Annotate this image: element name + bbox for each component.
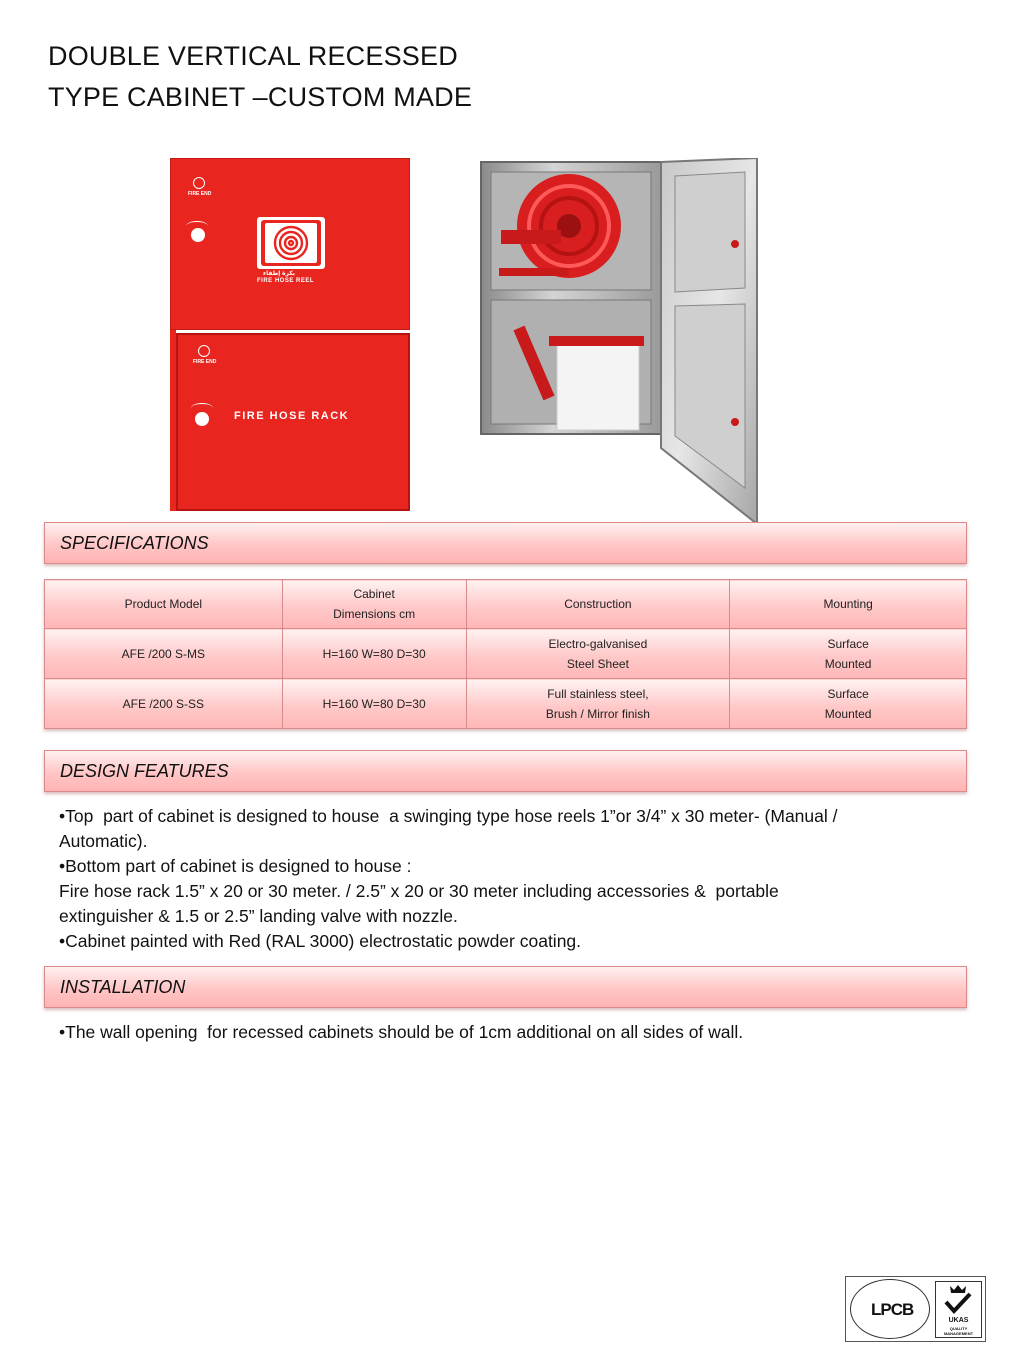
ukas-crown-check-icon [936, 1282, 981, 1316]
ukas-logo-text: UKAS [948, 1317, 969, 1324]
rack-label: FIRE HOSE RACK [234, 410, 350, 422]
door-knob-icon [191, 228, 205, 242]
ukas-logo [935, 1281, 982, 1338]
red-cabinet-top-door [170, 158, 410, 330]
hose-reel-sign-icon [257, 217, 325, 269]
hose-reel-spiral-icon [257, 217, 325, 269]
table-row [45, 629, 967, 679]
table-cell: H=160 W=80 D=30 [282, 679, 466, 729]
table-header-cell: Mounting [730, 580, 967, 629]
page-title [48, 36, 472, 118]
installation-text [59, 1020, 959, 1045]
table-cell: AFE /200 S-SS [45, 679, 283, 729]
door-knob-icon-bottom [195, 412, 209, 426]
table-header-cell: Cabinet Dimensions cm [282, 580, 466, 629]
table-row [45, 679, 967, 729]
feature-line: •Bottom part of cabinet is designed to house : [59, 856, 412, 876]
spec-table [44, 579, 967, 729]
steel-cabinet-illustration [479, 158, 762, 524]
fire-end-label: FIRE END [188, 191, 212, 197]
lpcb-logo-text: LPCB [871, 1300, 914, 1319]
specifications-title: SPECIFICATIONS [60, 533, 209, 553]
fire-icon-bottom [198, 345, 210, 357]
design-features-text [59, 804, 959, 954]
feature-line: •Cabinet painted with Red (RAL 3000) electrostatic powder coating. [59, 931, 582, 951]
feature-line: •Top part of cabinet is designed to house a swinging type hose reels 1”or 3/4” x 30 meter- (Manual / [59, 806, 838, 826]
table-cell: Full stainless steel, Brush / Mirror finish [466, 679, 730, 729]
reel-label: FIRE HOSE REEL [257, 278, 315, 284]
fire-end-label-bottom: FIRE END [193, 359, 217, 365]
feature-line: Fire hose rack 1.5” x 20 or 30 meter. / 2.5” x 20 or 30 meter including accessories & portable [59, 881, 779, 901]
feature-line: Automatic). [59, 831, 148, 851]
certification-logos [845, 1276, 986, 1342]
ukas-sub-text: QUALITY MANAGEMENT [943, 1326, 974, 1336]
specifications-header [44, 522, 967, 564]
table-cell: AFE /200 S-MS [45, 629, 283, 679]
red-cabinet-image [170, 158, 411, 511]
feature-line: extinguisher & 1.5 or 2.5” landing valve with nozzle. [59, 906, 458, 926]
table-header-cell: Construction [466, 580, 730, 629]
table-cell: Surface Mounted [730, 679, 967, 729]
installation-line: •The wall opening for recessed cabinets should be of 1cm additional on all sides of wall. [59, 1022, 744, 1042]
reel-arabic-label: بكرة إطفاء [263, 271, 296, 277]
table-cell: Electro-galvanised Steel Sheet [466, 629, 730, 679]
lpcb-seal-icon [850, 1279, 930, 1339]
table-header-row [45, 580, 967, 629]
steel-cabinet-image [479, 158, 762, 524]
design-features-header [44, 750, 967, 792]
red-cabinet-bottom-door [176, 333, 410, 511]
installation-header [44, 966, 967, 1008]
table-header-cell: Product Model [45, 580, 283, 629]
page-title-line-1: DOUBLE VERTICAL RECESSED [48, 41, 458, 71]
design-features-title: DESIGN FEATURES [60, 761, 229, 781]
page-title-line-2: TYPE CABINET –CUSTOM MADE [48, 82, 473, 112]
fire-icon [193, 177, 205, 189]
installation-title: INSTALLATION [60, 977, 186, 997]
table-cell: Surface Mounted [730, 629, 967, 679]
table-cell: H=160 W=80 D=30 [282, 629, 466, 679]
